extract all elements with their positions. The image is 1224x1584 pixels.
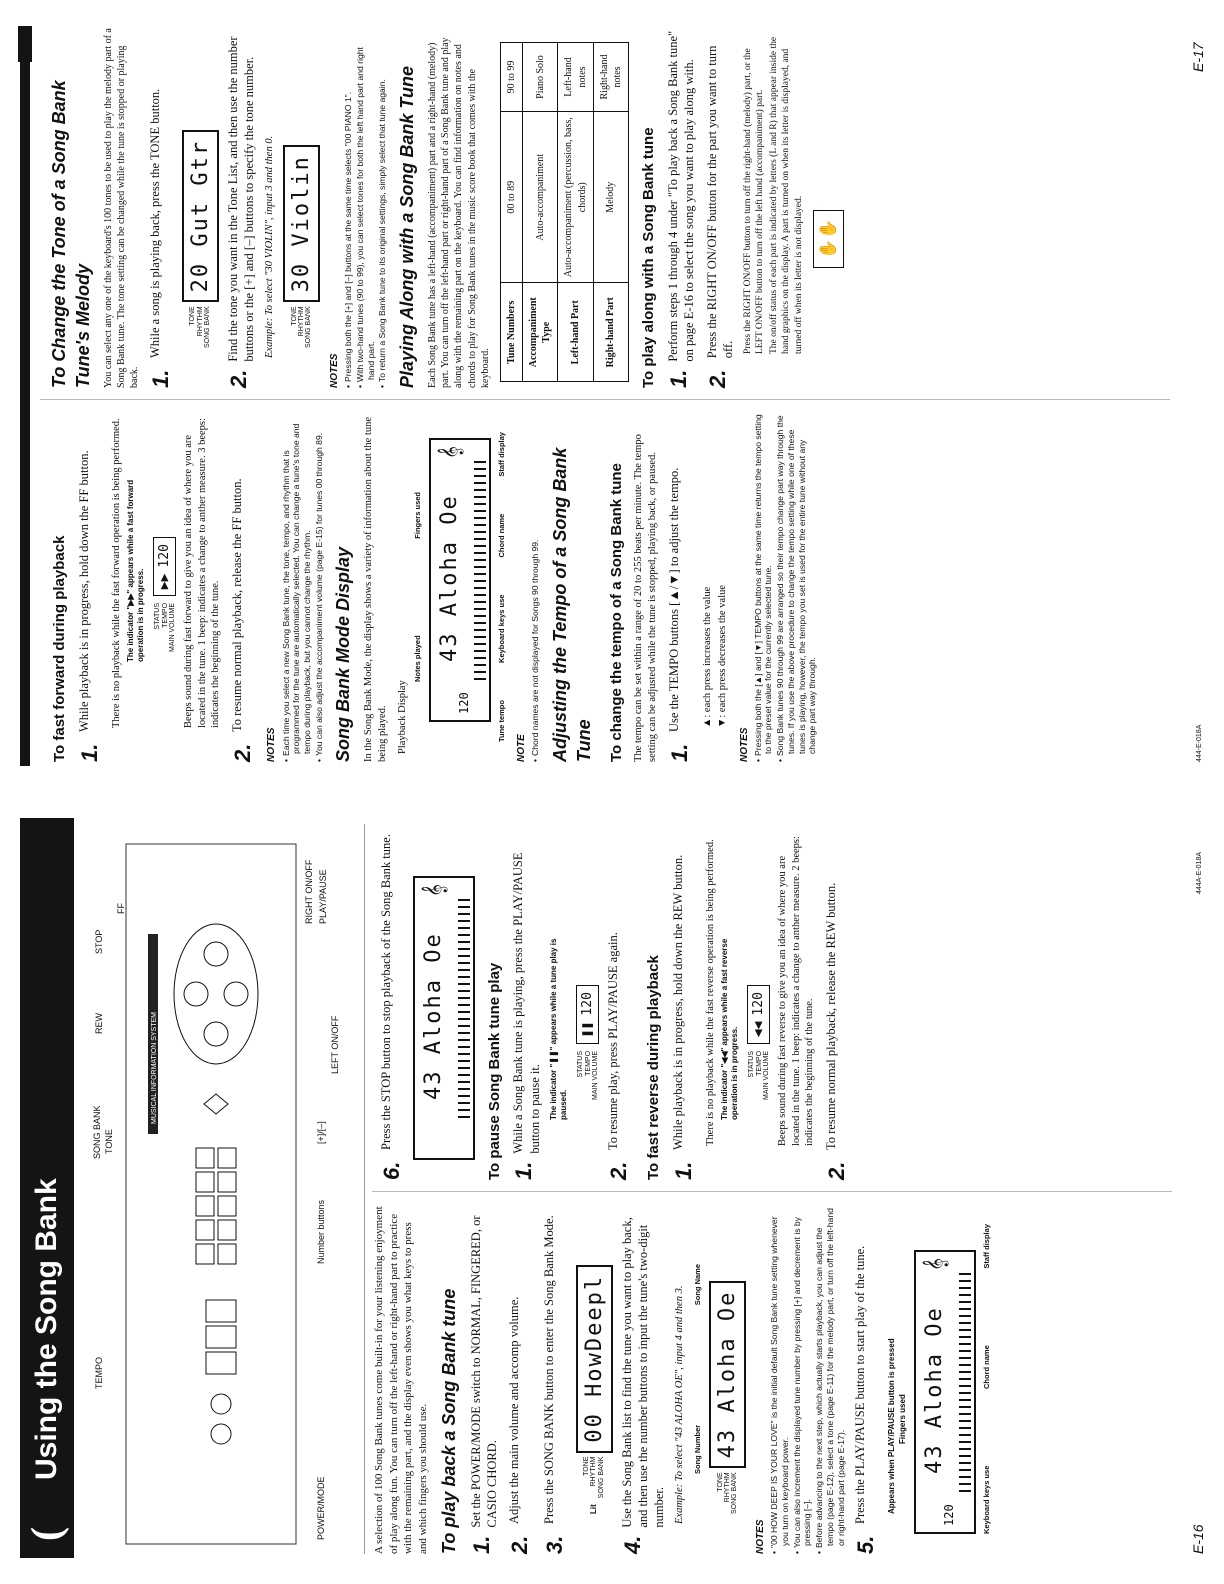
left-page-right-column: 6. Press the STOP button to stop playback of the Song Bank tune. 43 Aloha Oe 𝄞 To pause Song Bank tune play 1. While a Song Bank tune is playing, press the PLAY/PAUSE button to pause it. The indicator "❚❚" appears while a tune play is paused. STATUS TEMPO MAIN VOLUME ❚❚ 120 2. To resume play, press PLAY/PAUSE again. To fast reverse during playback 1. While playback is in progress, hold down the REW button. There is no playback while the fast reverse operation is being performed. The indicator "◀◀" appears while a fast reverse operation is in progress. STATUS TEMPO MAIN VOLUME ◀◀ 120 Beeps sound during fast reverse to give you an idea of where you are located in the tune. 1 beep: indicates a change to anther measure. 2 beeps: indicates the beginning of the tune. 2. To resume normal playback, release the REW button. (372, 830, 857, 1180)
playalong-text: Each Song Bank tune has a left-hand (accompaniment) part and a right-hand (melody) part. You can turn off the left-hand part or right-hand part of a Song Bank tune and play along with the remaining part on the keyboard. You can find information on notes and chords to play for Song Bank tunes in the music score book that comes with the keyboard. (426, 37, 491, 388)
fast-forward-indicator-icon: ▶▶ (156, 573, 172, 590)
rewind-indicator-icon: ◀◀ (750, 1021, 766, 1038)
strip-label: MUSICAL INFORMATION SYSTEM (151, 1011, 158, 1124)
lcd-violin: TONE RHYTHM SONG BANK 30 Violin (283, 28, 320, 348)
lcd-text: 00 HowDeepl (576, 1265, 613, 1453)
paren-icon: ( (24, 1527, 70, 1541)
rew-step-2: 2. To resume normal playback, release the REW button. (823, 882, 849, 1180)
label-staff-display: Staff display (982, 1224, 992, 1269)
notes-title: NOTES (738, 727, 750, 762)
adjust-bullet-down: ▼: each press decreases the value (717, 584, 729, 728)
display-tempo: 120 (942, 1504, 957, 1526)
left-column (372, 1204, 992, 1554)
panel-label-left-onoff: LEFT ON/OFF (330, 1015, 340, 1074)
lcd-aloha: TONE RHYTHM SONG BANK 43 Aloha Oe (709, 1204, 746, 1514)
tone-step-1: 1. While a song is playing back, press the TONE button. (148, 88, 174, 388)
lcd-lit-label: Lit (588, 1504, 598, 1514)
page-number: E-16 (1190, 1524, 1206, 1554)
step-4: 4. Use the Song Bank list to find the tune you want to play back, and then use the number buttons to input the tune's two-digit number. (619, 1217, 667, 1554)
pause-step-1: 1. While a Song Bank tune is playing, press the PLAY/PAUSE button to pause it. (511, 852, 542, 1180)
display-mode-text: In the Song Bank Mode, the display shows a variety of information about the tune being played. (363, 417, 389, 762)
label-chord-name: Chord name (982, 1345, 992, 1389)
note-item: • Chord names are not displayed for Songs 90 through 99. (530, 412, 541, 754)
caption-appears: Appears when PLAY/PAUSE button is pressed (886, 1338, 896, 1514)
title-banner (20, 818, 74, 1558)
subheading-change-tempo: To change the tempo of a Song Bank tune (607, 463, 625, 762)
notes-title: NOTES (755, 1519, 767, 1554)
panel-label-tempo: TEMPO (94, 1356, 104, 1389)
lcd-howdeep: Lit TONE RHYTHM SONG BANK 00 HowDeepl (576, 1204, 613, 1514)
caption-fingers: Fingers used (897, 1394, 907, 1444)
note-item: • Before advancing to the next step, which actually starts playback, you can adjust the tempo (page E-12), select a tone (page E-11) for the melody part, or turn off the left-hand or right-hand part (page E-17). (814, 1204, 846, 1546)
table-row: Left-hand Part Auto-accompaniment (percussion, bass, chords) Left-hand notes (558, 43, 593, 382)
table-row: Right-hand Part Melody Right-hand notes (593, 43, 628, 382)
ff-bullet: There is no playback while the fast forward operation is being performed. (111, 418, 123, 728)
page-title: Using the Song Bank (30, 1178, 63, 1480)
treble-clef-icon: 𝄞 (437, 446, 463, 460)
step-2: 2. Adjust the main volume and accomp volume. (507, 1296, 533, 1554)
display-mode-bullet: Playback Display (396, 680, 408, 754)
tone-step-2: 2. Find the tone you want in the Tone List, and then use the number buttons or the [+] and [–] buttons to specify the tone number. (225, 36, 256, 388)
display-tempo: 120 (457, 692, 472, 714)
playalong-bullet: The on/off status of each part is indicated by letters (L and R) that appear inside the hand graphics on the display. A part is turned on when its letter is displayed, and turned off when its letter is not displayed. (769, 36, 804, 354)
keyboard-keys-graphic (959, 1272, 971, 1492)
page-e16 (0, 792, 1224, 1584)
pause-status-display: ❚❚ 120 (576, 985, 599, 1044)
rew-caption: The indicator "◀◀" appears while a fast reverse operation is in progress. (719, 938, 740, 1120)
lcd-text: 43 Aloha Oe (709, 1281, 746, 1469)
display-text: 43 Aloha Oe (420, 932, 446, 1100)
panel-label-right-onoff: RIGHT ON/OFF (304, 859, 314, 924)
step-3: 3. Press the SONG BANK button to enter the Song Bank Mode. (541, 1215, 567, 1554)
heading-ff: To fast forward during playback (51, 535, 68, 762)
playalong-step-1: 1. Perform steps 1 through 4 under "To play back a Song Bank tune" on page E-16 to select the song you want to play along with. (666, 30, 697, 388)
display-text: 43 Aloha Oe (922, 1306, 948, 1474)
example-2: Example: To select "30 VIOLIN", input 3 and then 0. (264, 135, 276, 358)
heading-display-mode: Song Bank Mode Display (333, 546, 354, 762)
rew-beeps: Beeps sound during fast reverse to give you an idea of where you are located in the tune. 1 beep: indicates a change to anther measure. 2 beeps: indicates the beginning of the tune. (777, 836, 816, 1146)
rew-status-display: ◀◀ 120 (747, 985, 770, 1044)
panel-label-power: POWER/MODE (316, 1476, 326, 1540)
song-bank-table (500, 42, 629, 382)
intro-text: A selection of 100 Song Bank tunes come built-in for your listening enjoyment of play along fun. You can turn off the left-hand or right-hand part to practice with the remaining part, and the display even shows you what keys to press and which fingers you should use. (373, 1206, 429, 1554)
ff-caption: The indicator "▶▶" appears while a fast forward operation is in progress. (125, 479, 146, 662)
mode-display (429, 438, 491, 722)
panel-label-ff: FF (116, 903, 126, 914)
panel-drawing (86, 824, 364, 1554)
notes-title: NOTES (329, 353, 341, 388)
lcd-gut-gtr: TONE RHYTHM SONG BANK 20 Gut Gtr (182, 28, 219, 348)
note-item: • To return a Song Bank tune to its original settings, simply select that tune again. (377, 28, 388, 380)
label-tune-tempo: Tune tempo (497, 700, 507, 742)
heading-pause: To pause Song Bank tune play (485, 962, 503, 1180)
panel-label-songbank: SONG BANK (92, 1105, 102, 1159)
label-fingers-used: Fingers used (413, 492, 423, 539)
pause-step-2: 2. To resume play, press PLAY/PAUSE again. (606, 932, 632, 1180)
label-keyboard-keys: Keyboard keys use (497, 594, 507, 663)
doc-code: 444-E-018A (1196, 724, 1203, 762)
hands-icon: ✋✋ (813, 210, 844, 268)
label-staff-display: Staff display (497, 432, 507, 477)
treble-clef-icon: 𝄞 (922, 1258, 948, 1272)
label-keyboard-keys: Keyboard keys use (982, 1465, 992, 1534)
panel-label-playpause: PLAY/PAUSE (318, 869, 328, 924)
note-item: • Each time you select a new Song Bank tune, the tone, tempo, and rhythm that is programmed for the tune are automatically selected. You can change a tune's tone and tempo during playback, but you cannot change the rhythm. (281, 412, 313, 754)
heading-adjust-tempo: Adjusting the Tempo of a Song Bank Tune (550, 447, 594, 762)
lcd-text: 20 Gut Gtr (182, 130, 219, 302)
heading-rew: To fast reverse during playback (645, 955, 663, 1180)
label-chord-name: Chord name (497, 513, 507, 558)
stop-display (413, 876, 475, 1160)
display-text: 43 Aloha Oe (437, 494, 463, 662)
step-5: 5. Press the PLAY/PAUSE button to start play of the tune. (853, 1245, 879, 1554)
note-title: NOTE (516, 734, 528, 762)
doc-code: 444A-E-018A (1196, 851, 1203, 894)
ff-beeps: Beeps sound during fast forward to give you an idea of where you are located in the tune. 1 beep: indicates a change to anther measure. 3 beeps: indicates the beginning of the tune. (183, 418, 222, 728)
playalong-bullet: Press the RIGHT ON/OFF button to turn off the right-hand (melody) part, or the LEFT ON/OFF button to turn off the left hand (accompaniment) part. (743, 48, 766, 354)
table-row: Accompaniment Type Auto-accompaniment Piano Solo (523, 43, 558, 382)
heading-play-back: To play back a Song Bank tune (439, 1288, 460, 1554)
right-page-right-column (40, 28, 844, 388)
rew-step-1: 1. While playback is in progress, hold down the REW button. (670, 854, 696, 1180)
pause-caption: The indicator "❚❚" appears while a tune play is paused. (548, 938, 569, 1120)
keyboard-keys-graphic (474, 460, 486, 680)
top-rule (20, 26, 30, 766)
ff-status-display: ▶▶ 120 (153, 537, 176, 596)
ff-step-2: 2. To resume normal playback, release the FF button. (229, 478, 255, 762)
note-item: • You can also adjust the accompaniment volume (page E-15) for tunes 00 through 89. (314, 412, 325, 754)
panel-label-plusminus: [+]/[–] (316, 1121, 326, 1144)
panel-label-tone: TONE (104, 1129, 114, 1154)
ff-step-1: 1. While playback is in progress, hold down the FF button. (76, 450, 102, 762)
panel-label-rew: REW (94, 1013, 104, 1034)
label-notes-played: Notes played (413, 635, 423, 682)
note-item: • "00 HOW DEEP IS YOUR LOVE" is the initial default Song Bank tune setting whenever you turn on keyboard power. (769, 1204, 790, 1546)
caption-song-number: Song Number (693, 1424, 703, 1474)
note-item: • With two-hand tunes (90 to 99), you can select tones for both the left hand part and right hand part. (355, 28, 376, 380)
adjust-bullet-up: ▲: each press increases the value (701, 586, 713, 728)
step-6: 6. Press the STOP button to stop playback of the Song Bank tune. (379, 834, 404, 1180)
pause-indicator-icon: ❚❚ (579, 1021, 595, 1038)
keyboard-keys-graphic (458, 898, 470, 1118)
notes-title: NOTES (266, 727, 278, 762)
treble-clef-icon: 𝄞 (420, 884, 446, 898)
example-4: Example: To select "43 ALOHA OE", input 4 and then 3. (674, 1285, 686, 1524)
rew-bullet: There is no playback while the fast reverse operation is being performed. (705, 839, 717, 1146)
page-number: E-17 (1190, 42, 1206, 72)
note-item: • Pressing both the [▲] and [▼] TEMPO buttons at the same time returns the tempo setting to the preset value for the currently selected tune. (753, 412, 774, 754)
panel-label-number-buttons: Number buttons (316, 1199, 326, 1264)
lcd-text: 30 Violin (283, 145, 320, 302)
subheading-play-along: To play along with a Song Bank tune (640, 127, 658, 388)
adjust-step-1: 1. Use the TEMPO buttons [▲/▼] to adjust the tempo. (667, 467, 693, 762)
heading-change-tone: To Change the Tone of a Song Bank Tune's Melody (49, 80, 93, 388)
keyboard-panel-diagram (86, 824, 365, 1554)
step-1: 1. Set the POWER/MODE switch to NORMAL, FINGERED, or CASIO CHORD. (468, 1215, 500, 1554)
playalong-step-2: 2. Press the RIGHT ON/OFF button for the part you want to turn off. (704, 45, 735, 388)
tone-text: You can select any one of the keyboard's 100 tones to be used to play the melody part of a Song Bank tune. The tone setting can be changed while the tune is stopped or playing back. (102, 28, 140, 388)
note-item: • Pressing both the [+] and [–] buttons at the same time selects "00 PIANO 1". (343, 28, 354, 380)
right-page-left-column: To fast forward during playback 1. While playback is in progress, hold down the FF button. There is no playback while the fast forward operation is being performed. The indicator "▶▶" appears while a fast forward operation is in progress. STATUS TEMPO MAIN VOLUME ▶▶ 120 Beeps sound during fast forward to give you an idea of where you are located in the tune. 1 beep: indicates a change to anther measure. 3 beeps: indicates the beginning of the tune. 2. To resume normal playback, release the FF button. NOTES • Each time you select a new Song Bank tune, the tone, tempo, and rhythm that is programmed for the tune are automatically selected. You can change a tune's tone and tempo during playback, but you cannot change the rhythm. • You can also adjust the accompaniment volume (page E-15) for tunes 00 through 89. Song Bank Mode Display In the Song Bank Mode, the display shows a variety of information about the tune being played. Playback Display Notes played Fingers used 120 43 Aloha Oe 𝄞 Tune tempo Keyboard keys use Chord name Staff display NOTE • Chord names are not displayed for Songs 90 through 99. Adjusting the Tempo of a Song Bank Tune To change the tempo of a Song Bank tune The tempo can be set within a range of 20 to 255 beats per minute. The tempo setting can be adjusted while the tune is stopped, playing back, or paused. 1. Use the TEMPO buttons [▲/▼] to adjust the tempo. ▲: each press increases the value ▼: each press decreases the value NOTES • Pressing both the [▲] and [▼] TEMPO buttons at the same time returns the tempo setting to the preset value for the currently selected tune. • Song Bank tunes 90 through 99 are arranged so their tempo change part way through the tunes. If you use the above procedure to change the tempo setting while one of these tunes is playing, however, the tempo you set is used for the entire tune without any change part way through. (40, 412, 819, 762)
panel-label-stop: STOP (94, 929, 104, 954)
note-item: • You can also increment the displayed tune number by pressing [+] and decrement is by pressing [–]. (792, 1204, 813, 1546)
playback-display (914, 1250, 976, 1534)
note-item: • Song Bank tunes 90 through 99 are arranged so their tempo change part way through the tunes. If you use the above procedure to change the tempo setting while one of these tunes is playing, however, the tempo you set is used for the entire tune without any change part way through. (775, 412, 818, 754)
caption-song-name: Song Name (693, 1264, 703, 1306)
heading-play-along: Playing Along with a Song Bank Tune (397, 65, 418, 388)
table-row: Tune Numbers 00 to 89 90 to 99 (500, 43, 522, 382)
adjust-text: The tempo can be set within a range of 20 to 255 beats per minute. The tempo setting can be adjusted while the tune is stopped, playing back, or paused. (633, 434, 659, 762)
